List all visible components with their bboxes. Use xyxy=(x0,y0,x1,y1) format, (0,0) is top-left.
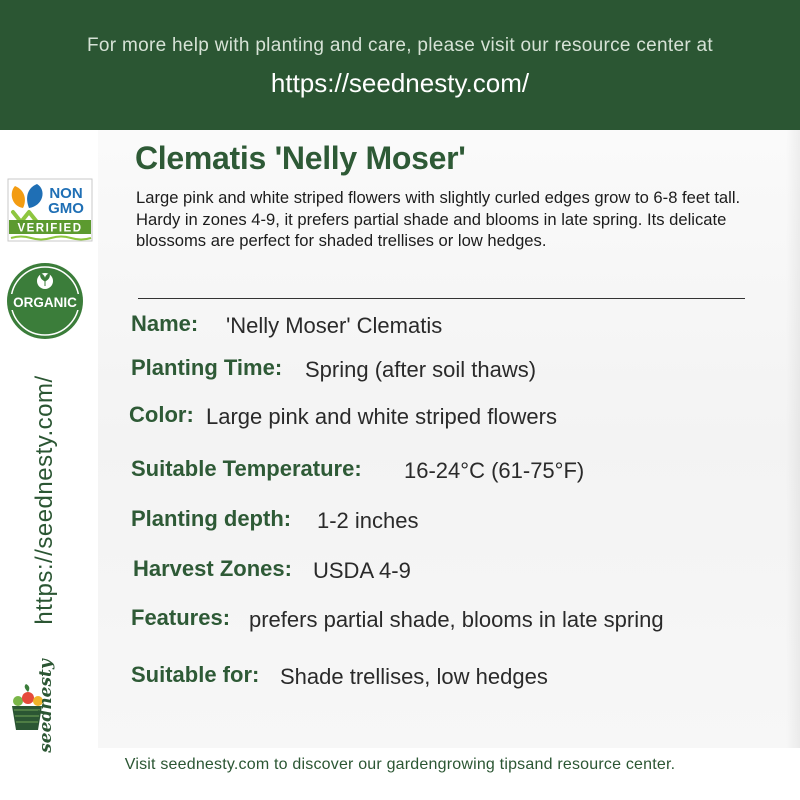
footer-text: Visit seednesty.com to discover our gardengrowing tipsand resource center. xyxy=(124,756,676,773)
seednesty-logo-text: seednesty xyxy=(36,659,56,753)
spec-label: Name: xyxy=(131,311,199,336)
non-gmo-verified-text: VERIFIED xyxy=(17,222,83,235)
spec-row-color xyxy=(129,402,557,429)
non-gmo-icon xyxy=(7,178,93,242)
spec-row-planting-time xyxy=(131,355,537,382)
top-banner xyxy=(0,0,800,130)
spec-label: Color: xyxy=(129,402,194,427)
organic-icon xyxy=(5,261,85,341)
spec-row-temperature xyxy=(131,456,585,483)
non-gmo-mid-text: GMO xyxy=(48,200,84,217)
spec-label: Suitable Temperature: xyxy=(131,456,362,481)
product-title: Clematis 'Nelly Moser' xyxy=(135,140,466,176)
spec-label: Planting Time: xyxy=(131,355,283,380)
spec-value: prefers partial shade, blooms in late spring xyxy=(249,607,664,632)
spec-label: Features: xyxy=(131,605,231,630)
spec-row-suitable-for xyxy=(131,662,548,689)
spec-value: Spring (after soil thaws) xyxy=(305,357,537,382)
spec-row-features xyxy=(131,605,664,632)
spec-row-harvest-zones xyxy=(133,556,411,583)
product-description: Large pink and white striped flowers with slightly curled edges grow to 6-8 feet tall. Hardy in zones 4-9, it prefers partial shade and blooms in late spring. Its delicate blossoms are perfect for shaded trellises or low hedges. xyxy=(136,188,741,250)
vertical-site-url[interactable]: https://seednesty.com/ xyxy=(31,375,58,625)
organic-badge xyxy=(5,261,85,341)
spec-label: Planting depth: xyxy=(131,506,292,531)
spec-label: Harvest Zones: xyxy=(133,556,292,581)
spec-row-planting-depth xyxy=(131,506,419,533)
spec-row-name xyxy=(131,311,443,338)
banner-help-text: For more help with planting and care, please visit our resource center at xyxy=(87,35,713,56)
banner-url-link[interactable]: https://seednesty.com/ xyxy=(270,68,530,98)
spec-value: USDA 4-9 xyxy=(313,558,411,583)
spec-value: 16-24°C (61-75°F) xyxy=(404,458,585,483)
spec-value: Shade trellises, low hedges xyxy=(280,664,548,689)
divider xyxy=(138,298,745,299)
organic-badge-text: ORGANIC xyxy=(13,295,77,310)
spec-value: Large pink and white striped flowers xyxy=(206,404,557,429)
spec-value: 1-2 inches xyxy=(317,508,419,533)
spec-label: Suitable for: xyxy=(131,662,260,687)
non-gmo-verified-badge xyxy=(7,178,93,242)
non-gmo-top-text: NON xyxy=(49,185,83,202)
spec-value: 'Nelly Moser' Clematis xyxy=(226,313,443,338)
